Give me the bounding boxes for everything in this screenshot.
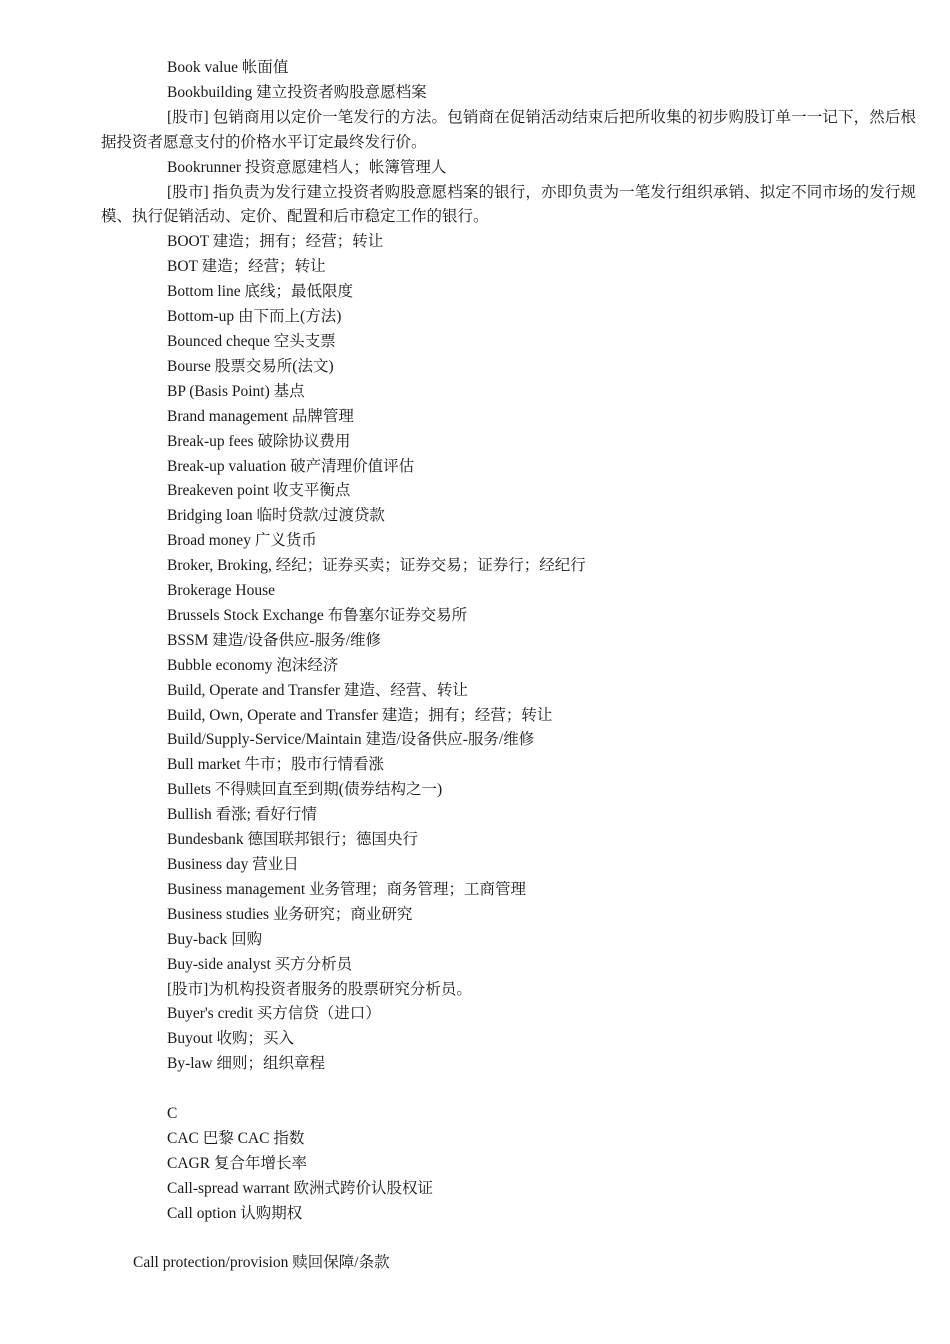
glossary-content <box>101 56 916 1276</box>
glossary-entry: BSSM 建造/设备供应-服务/维修 <box>167 631 382 649</box>
glossary-entry: Business management 业务管理；商务管理；工商管理 <box>167 880 527 898</box>
section-letter: C <box>167 1105 178 1123</box>
glossary-entry: Bundesbank 德国联邦银行；德国央行 <box>167 831 419 849</box>
glossary-entry: Buyer's credit 买方信贷（进口） <box>167 1005 381 1023</box>
glossary-entry: Buyout 收购；买入 <box>167 1030 295 1048</box>
glossary-entry: Build/Supply-Service/Maintain 建造/设备供应-服务/维修 <box>167 731 535 749</box>
glossary-entry: Brand management 品牌管理 <box>167 407 354 425</box>
glossary-entry: Buy-back 回购 <box>167 930 263 948</box>
glossary-entry: Break-up fees 破除协议费用 <box>167 432 351 450</box>
glossary-entry: Bull market 牛市；股市行情看涨 <box>167 756 384 774</box>
glossary-entry: Bourse 股票交易所(法文) <box>167 357 334 375</box>
glossary-entry: Bounced cheque 空头支票 <box>167 332 336 350</box>
glossary-entry: Build, Operate and Transfer 建造、经营、转让 <box>167 681 468 699</box>
glossary-entry: Broad money 广义货币 <box>167 532 317 550</box>
glossary-entry: Break-up valuation 破产清理价值评估 <box>167 457 415 475</box>
glossary-entry: Bridging loan 临时贷款/过渡贷款 <box>167 507 385 525</box>
glossary-entry: BP (Basis Point) 基点 <box>167 382 305 400</box>
glossary-definition: [股市]为机构投资者服务的股票研究分析员。 <box>167 980 472 998</box>
glossary-entry: Bottom line 底线；最低限度 <box>167 283 354 301</box>
glossary-entry: Business day 营业日 <box>167 856 299 873</box>
glossary-entry: Broker, Broking, 经纪；证券买卖；证券交易；证券行；经纪行 <box>167 557 586 575</box>
glossary-entry: Bubble economy 泡沫经济 <box>167 656 339 674</box>
glossary-definition: [股市] 指负责为发行建立投资者购股意愿档案的银行，亦即负责为一笔发行组织承销、拟定不同市场的发行规模、执行促销活动、定价、配置和后市稳定工作的银行。 <box>101 183 916 226</box>
glossary-entry: Bookbuilding 建立投资者购股意愿档案 <box>167 83 427 101</box>
glossary-entry: By-law 细则；组织章程 <box>167 1055 326 1073</box>
glossary-definition: [股市] 包销商用以定价一笔发行的方法。包销商在促销活动结束后把所收集的初步购股订单一一记下，然后根据投资者愿意支付的价格水平订定最终发行价。 <box>101 108 916 151</box>
glossary-entry: Book value 帐面值 <box>167 59 289 76</box>
glossary-entry: Build, Own, Operate and Transfer 建造；拥有；经营；转让 <box>167 706 553 724</box>
glossary-entry: Business studies 业务研究；商业研究 <box>167 905 413 923</box>
glossary-entry: Breakeven point 收支平衡点 <box>167 482 351 500</box>
glossary-entry: Brussels Stock Exchange 布鲁塞尔证券交易所 <box>167 606 468 624</box>
glossary-entry: Brokerage House <box>167 582 276 600</box>
glossary-entry: CAC 巴黎 CAC 指数 <box>167 1129 305 1147</box>
glossary-entry: Call-spread warrant 欧洲式跨价认股权证 <box>167 1179 434 1197</box>
glossary-entry: BOT 建造；经营；转让 <box>167 258 326 276</box>
blank-line <box>101 1077 916 1102</box>
glossary-entry: Bookrunner 投资意愿建档人；帐簿管理人 <box>167 158 447 176</box>
glossary-entry: Bottom-up 由下而上(方法) <box>167 308 342 326</box>
glossary-entry: Bullets 不得赎回直至到期(债券结构之一) <box>167 781 443 799</box>
glossary-entry: BOOT 建造；拥有；经营；转让 <box>167 233 384 251</box>
glossary-entry: Bullish 看涨; 看好行情 <box>167 806 317 824</box>
glossary-entry: CAGR 复合年增长率 <box>167 1154 307 1172</box>
glossary-entry: Call protection/provision 赎回保障/条款 <box>133 1254 390 1272</box>
blank-line <box>101 1227 916 1252</box>
glossary-entry: Buy-side analyst 买方分析员 <box>167 955 353 973</box>
glossary-entry: Call option 认购期权 <box>167 1204 303 1222</box>
